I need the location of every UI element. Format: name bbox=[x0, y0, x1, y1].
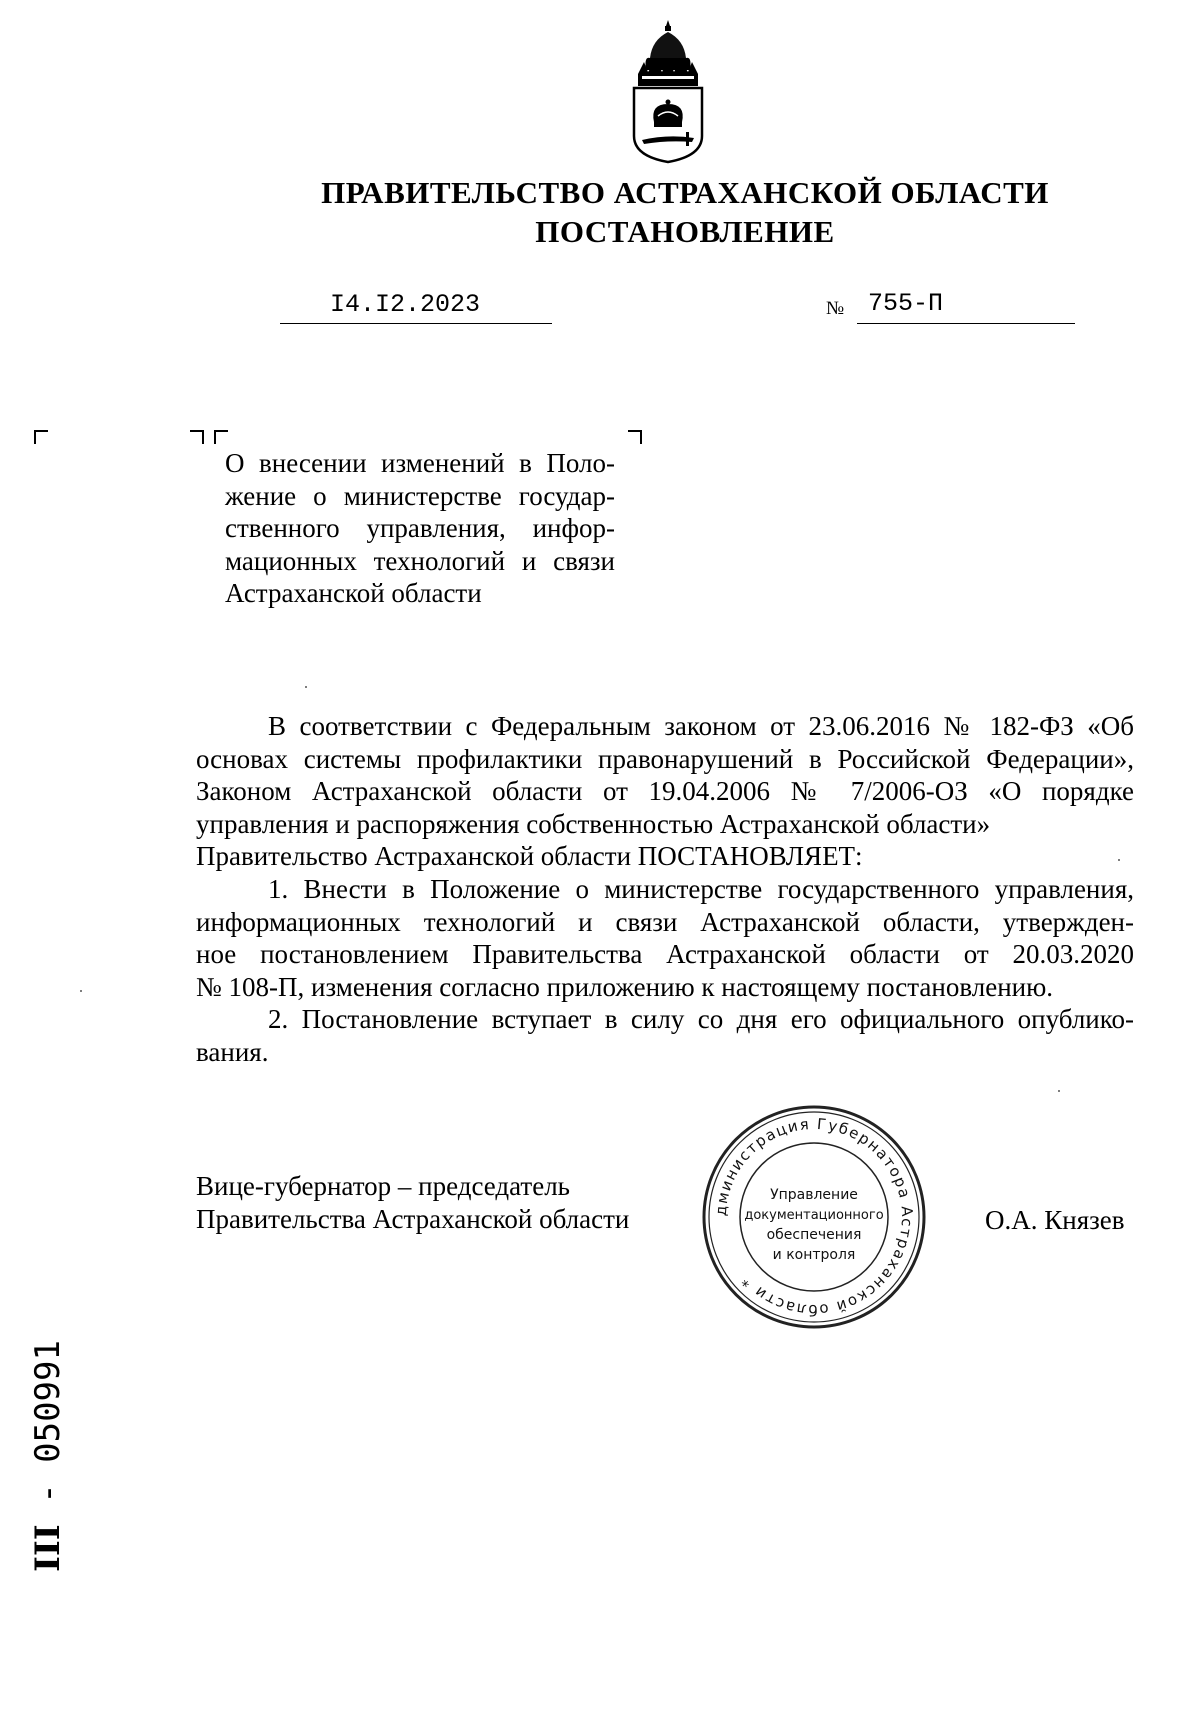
scan-speck bbox=[305, 686, 307, 688]
org-title: ПРАВИТЕЛЬСТВО АСТРАХАНСКОЙ ОБЛАСТИ bbox=[321, 175, 1049, 210]
item2-line: вания. bbox=[196, 1036, 269, 1067]
subject-corner-left bbox=[214, 430, 228, 444]
signatory-name: О.А. Князев bbox=[985, 1205, 1125, 1235]
corner-mark-top-left bbox=[34, 430, 48, 444]
item1-line: 1. Внести в Положение о министерстве государственного управления, bbox=[268, 873, 1134, 904]
seal-center-line: Управление bbox=[770, 1187, 858, 1203]
number-sign: № bbox=[826, 298, 845, 319]
item2-line: 2. Постановление вступает в силу со дня его официального опублико- bbox=[268, 1004, 1134, 1035]
official-seal-stamp bbox=[700, 1103, 928, 1331]
coat-of-arms-emblem bbox=[628, 18, 708, 164]
serial-dash: - bbox=[28, 1462, 68, 1525]
item1-line: информационных технологий и связи Астраханской области, утвержден- bbox=[196, 906, 1134, 937]
seal-center-line: обеспечения bbox=[766, 1227, 862, 1243]
subject-corner-right bbox=[628, 430, 642, 444]
corner-mark-top-right bbox=[190, 430, 204, 444]
item1-line: ное постановлением Правительства Астраханской области от 20.03.2020 bbox=[196, 939, 1134, 970]
seal-graphic bbox=[700, 1103, 928, 1331]
seal-center-line: документационного bbox=[744, 1208, 884, 1223]
preamble-line: Законом Астраханской области от 19.04.2006 № 7/2006-ОЗ «О порядке bbox=[196, 776, 1134, 807]
preamble-line: управления и распоряжения собственностью Астраханской области» bbox=[196, 808, 991, 839]
preamble-line: Правительство Астраханской области ПОСТАНОВЛЯЕТ: bbox=[196, 841, 863, 872]
serial-number: 050991 bbox=[28, 1340, 68, 1463]
item1-line: № 108-П, изменения согласно приложению к настоящему постановлению. bbox=[196, 971, 1054, 1002]
seal-center-line: и контроля bbox=[772, 1247, 856, 1263]
document-body bbox=[196, 710, 1134, 1069]
document-date: I4.I2.2023 bbox=[330, 290, 481, 319]
subject-line: О внесении изменений в Поло- bbox=[225, 448, 615, 478]
scan-speck bbox=[1118, 859, 1120, 861]
scan-speck bbox=[1058, 1090, 1060, 1092]
serial-number-mark bbox=[28, 1340, 68, 1572]
subject-line: ственного управления, инфор- bbox=[225, 513, 615, 543]
preamble-line: В соответствии с Федеральным законом от 23.06.2016 № 182-ФЗ «Об bbox=[268, 711, 1134, 741]
position-line: Правительства Астраханской области bbox=[196, 1204, 630, 1234]
serial-series: III bbox=[28, 1524, 68, 1572]
signatory-position bbox=[196, 1170, 629, 1236]
document-number: 755-П bbox=[868, 289, 944, 318]
document-subject bbox=[225, 447, 615, 610]
subject-line: Астраханской области bbox=[225, 578, 482, 608]
seal-ring-text: дминистрация Губернатора Астраханской области * bbox=[711, 1114, 917, 1320]
scan-speck bbox=[80, 990, 82, 992]
astrakhan-coat-of-arms-icon bbox=[628, 18, 708, 164]
subject-line: жение о министерстве государ- bbox=[225, 480, 615, 511]
position-line: Вице-губернатор – председатель bbox=[196, 1171, 570, 1201]
document-type: ПОСТАНОВЛЕНИЕ bbox=[535, 214, 835, 249]
subject-line: мационных технологий и связи bbox=[225, 545, 615, 576]
preamble-line: основах системы профилактики правонарушений в Российской Федерации», bbox=[196, 743, 1134, 774]
